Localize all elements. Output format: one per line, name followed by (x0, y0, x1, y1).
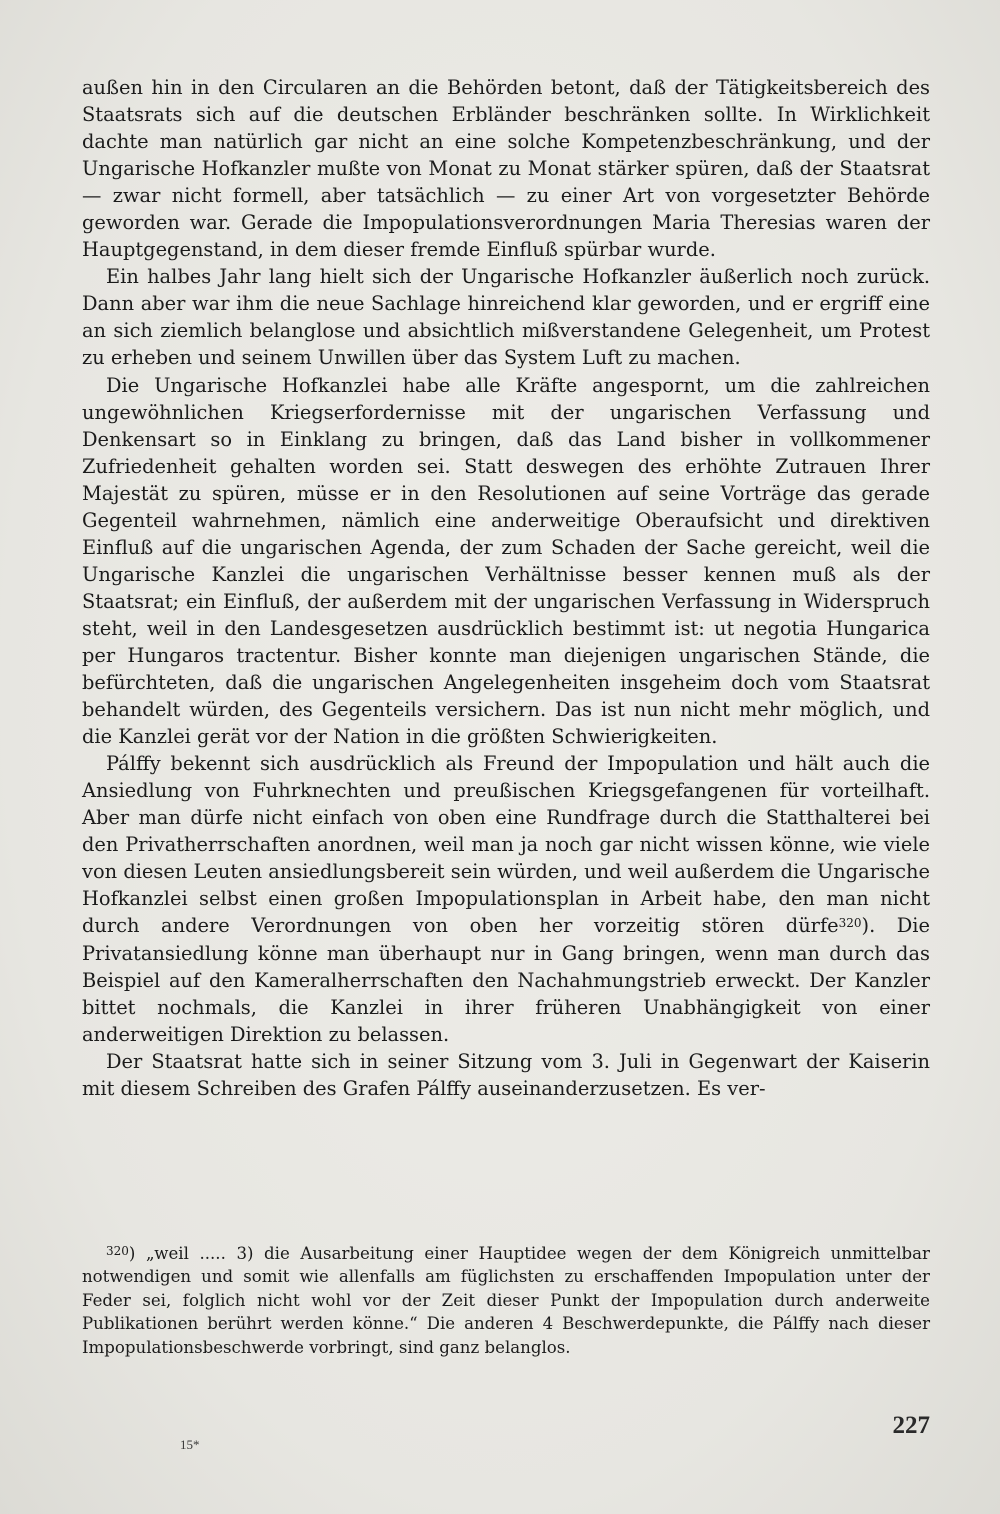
paragraph-4 (82, 750, 930, 1048)
footnote-area (82, 1242, 930, 1359)
paragraph-4-text-after-note: ). Die Privatansiedlung könne man überhaupt nur in Gang bringen, wenn man durch das Beispiel auf den Kameralherrschaften den Nachahmungstrieb erweckt. Der Kanzler bittet nochmals, die Kanzlei in ihrer früheren Unabhängigkeit von einer anderweitigen Direktion zu belassen. (82, 914, 930, 1046)
page-number: 227 (892, 1412, 930, 1439)
footnote-reference[interactable]: 320 (838, 916, 862, 931)
paragraph-3: Die Ungarische Hofkanzlei habe alle Kräfte angespornt, um die zahlreichen ungewöhnlichen Kriegserfordernisse mit der ungarischen Verfassung und Denkensart so in Einklang zu bringen, daß das Land bisher in vollkommener Zufriedenheit gehalten worden sei. Statt deswegen des erhöhte Zutrauen Ihrer Majestät zu spüren, müsse er in den Resolutionen auf seine Vorträge das gerade Gegenteil wahrnehmen, nämlich eine anderweitige Oberaufsicht und direktiven Einfluß auf die ungarischen Agenda, der zum Schaden der Sache gereicht, weil die Ungarische Kanzlei die ungarischen Verhältnisse besser kennen muß als der Staatsrat; ein Einfluß, der außerdem mit der ungarischen Verfassung in Widerspruch steht, weil in den Landesgesetzen ausdrücklich bestimmt ist: ut negotia Hungarica per Hungaros tractentur. Bisher konnte man diejenigen ungarischen Stände, die befürchteten, daß die ungarischen Angelegenheiten insgeheim doch vom Staatsrat behandelt würden, des Gegenteils versichern. Das ist nun nicht mehr möglich, und die Kanzlei gerät vor der Nation in die größten Schwierigkeiten. (82, 373, 930, 749)
footnote-text: ) „weil ..... 3) die Ausarbeitung einer Hauptidee wegen der dem Königreich unmittelbar notwendigen und somit wie allenfalls am füglichsten zu erschaffenden Impopulation unter der Feder sei, folglich nicht wohl vor der Zeit dieser Punkt der Impopulation durch anderweite Publikationen berührt werden könne.“ Die anderen 4 Beschwerdepunkte, die Pálffy nach dieser Impopulationsbeschwerde vorbringt, sind ganz belanglos. (82, 1244, 930, 1357)
footnote-320 (82, 1242, 930, 1359)
paragraph-1: außen hin in den Circularen an die Behörden betont, daß der Tätigkeitsbereich des Staatsrats sich auf die deutschen Erbländer beschränken sollte. In Wirklichkeit dachte man natürlich gar nicht an eine solche Kompetenzbeschränkung, und der Ungarische Hofkanzler mußte von Monat zu Monat stärker spüren, daß der Staatsrat — zwar nicht formell, aber tatsächlich — zu einer Art von vorgesetzter Behörde geworden war. Gerade die Impopulationsverordnungen Maria Theresias waren der Hauptgegenstand, in dem dieser fremde Einfluß spürbar wurde. (82, 76, 930, 262)
paragraph-2: Ein halbes Jahr lang hielt sich der Ungarische Hofkanzler äußerlich noch zurück. Dann aber war ihm die neue Sachlage hinreichend klar geworden, und er ergriff eine an sich ziemlich belanglose und absichtlich mißverstandene Gelegenheit, um Protest zu erheben und seinem Unwillen über das System Luft zu machen. (82, 265, 930, 370)
paragraph-5: Der Staatsrat hatte sich in seiner Sitzung vom 3. Juli in Gegenwart der Kaiserin mit diesem Schreiben des Grafen Pálffy auseinanderzusetzen. Es ver- (82, 1049, 930, 1100)
main-text (82, 74, 930, 1102)
printer-signature: 15* (180, 1437, 200, 1452)
paragraph-4-text-before-note: Pálffy bekennt sich ausdrücklich als Freund der Impopulation und hält auch die Ansiedlung von Fuhrknechten und preußischen Kriegsgefangenen für vorteilhaft. Aber man dürfe nicht einfach von oben eine Rundfrage durch die Statthalterei bei den Privatherrschaften anordnen, weil man ja noch gar nicht wissen könne, wie viele von diesen Leuten ansiedlungsbereit sein würden, und weil außerdem die Ungarische Hofkanzlei selbst einen großen Impopulationsplan in Arbeit habe, den man nicht durch andere Verordnungen von oben her vorzeitig stören dürfe (82, 752, 930, 938)
footnote-number: 320 (106, 1244, 129, 1258)
